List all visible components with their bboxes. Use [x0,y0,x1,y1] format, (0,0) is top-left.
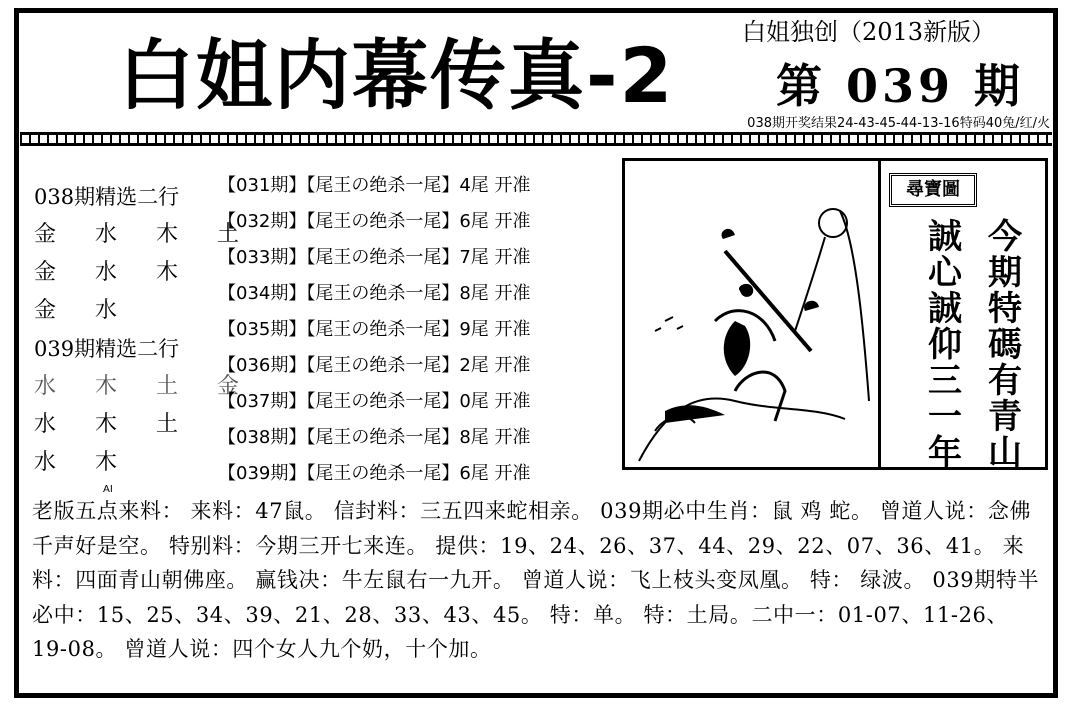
picks-row: 水 木 土 金 [34,374,255,399]
kill-tail-row: 【032期】【尾王の绝杀一尾】6尾 开准 [218,211,531,232]
kill-tail-row: 【036期】【尾王の绝杀一尾】2尾 开准 [218,355,531,376]
verse-left: 誠心誠仰三一年 [928,217,962,473]
issue-number: 第 039 期 [776,59,1025,113]
kill-tail-row: 【033期】【尾王の绝杀一尾】7尾 开准 [218,247,531,268]
picks-row: 金 水 木 土 [34,222,255,247]
page-title: 白姐内幕传真-2 [118,31,675,120]
kill-tail-row: 【034期】【尾王の绝杀一尾】8尾 开准 [218,283,531,304]
decorative-divider [20,132,1052,146]
picks-row: 水 木 [34,450,133,475]
edition-label: 白姐独创（2013新版） [742,18,996,46]
treasure-illustration [622,158,878,470]
element-picks [34,178,255,482]
kill-tail-row: 【035期】【尾王の绝杀一尾】9尾 开准 [218,319,531,340]
picks-row: 水 木 土 [34,412,194,437]
picks-row: 金 水 [34,298,133,323]
kill-tail-row: 【039期】【尾王の绝杀一尾】6尾 开准 [218,463,531,484]
tips-paragraph: 老版五点来料： 来料：47鼠。 信封料：三五四来蛇相亲。 039期必中生肖：鼠 鸡 蛇。 曾道人说：念佛千声好是空。 特别料：今期三开七来连。 提供：19、24、26、37、44、29、22、07、36、41。 来料：四面青山朝佛座。 赢钱决：牛左鼠右一九开。 曾道人说：飞上枝头变凤凰。 特： 绿波。 039期特半必中：15、25、34、39、21、28、33、43、45。 特：单。 特：土局。二中一：01-07、11-26、19-08。 曾道人说：四个女人九个奶，十个加。 [32,499,1040,661]
treasure-verse-box [878,158,1048,473]
picks-heading-038: 038期精选二行 [34,185,180,209]
picks-heading-039: 039期精选二行 [34,337,180,361]
kill-tail-row: 【037期】【尾王の绝杀一尾】0尾 开准 [218,391,531,412]
last-result: 038期开奖结果24-43-45-44-13-16特码40兔/红/火 [747,116,1050,131]
kill-tail-row: 【038期】【尾王の绝杀一尾】8尾 开准 [218,427,531,448]
ai-mark: AI [103,484,113,495]
kill-tail-list [218,168,608,492]
picks-row: 金 水 木 [34,260,194,285]
treasure-label: 尋寶圖 [889,173,977,207]
verse-right: 今期特碼有青山 [988,217,1022,473]
monk-illustration [625,161,875,467]
kill-tail-row: 【031期】【尾王の绝杀一尾】4尾 开准 [218,175,531,196]
